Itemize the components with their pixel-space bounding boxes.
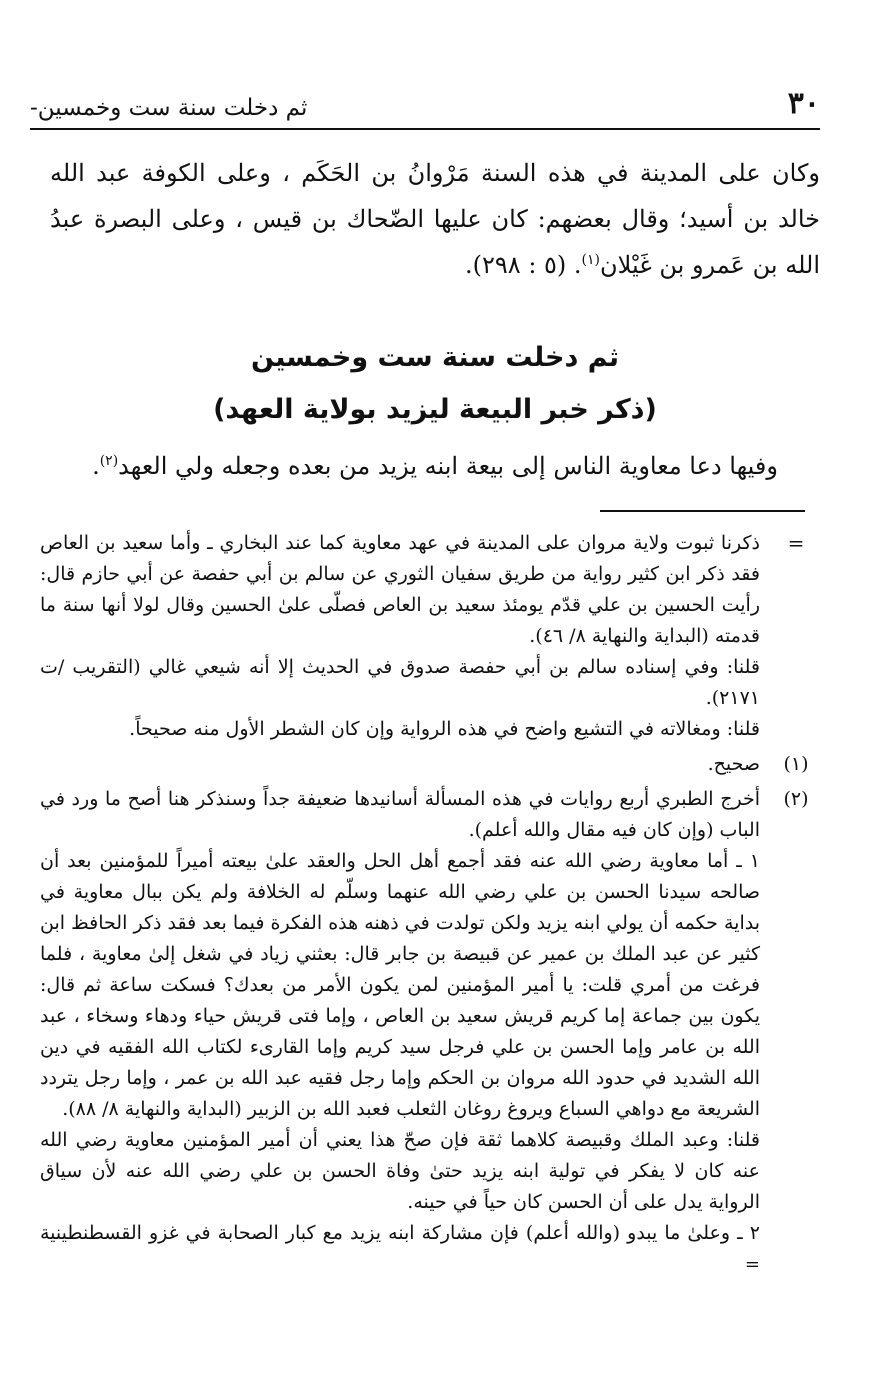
main-paragraph-citation: . (٥ : ٢٩٨). [465,251,582,279]
footnotes [40,528,820,1284]
footnote-2-mark: (٢) [783,788,809,810]
footnote-paragraph: ١ ـ أما معاوية رضي الله عنه فقد أجمع أهل الحل والعقد علىٰ بيعته أميراً للمؤمنين بعد أن صالحه سيدنا الحسن بن علي رضي الله عنهما وسلّم له الخلافة ولم يكن ببال معاوية في بداية حكمه أن يولي ابنه يزيد ولكن تولدت في ذهنه هذه الفكرة فيما بعد فقد ذكر الحافظ ابن كثير عن عبد الملك بن عمير عن قبيصة بن جابر قال: بعثني زياد في شغل إلىٰ معاوية ، فلما فرغت من أمري قلت: يا أمير المؤمنين لمن يكون الأمر من بعدك؟ فسكت ساعة ثم قال: يكون بين جماعة إما كريم قريش سعيد بن العاص ، وإما فتى قريش حياء ودهاء وسخاء ، عبد الله بن عامر وإما الحسن بن علي فرجل سيد كريم وإما القارىء لكتاب الله الفقيه في دين الله الشديد في حدود الله مروان بن الحكم وإما رجل فقيه عبد الله بن عمر ، وإما رجل يتردد الشريعة مع دواهي السباع ويروغ روغان الثعلب فعبد الله بن الزبير (البداية والنهاية ٨/ ٨٨). [40,850,760,1120]
footnote-separator [600,510,805,512]
main-paragraph [50,150,820,288]
header-rule [30,128,820,130]
footnote-ref-2: (٢) [99,453,119,469]
footnote-paragraph: ذكرنا ثبوت ولاية مروان على المدينة في عهد معاوية كما عند البخاري ـ وأما سعيد بن العاص فقد ذكر ابن كثير رواية من طريق سفيان الثوري عن سالم بن أبي حفصة عن أبي حازم قال: رأيت الحسين بن علي قدّم يومئذ سعيد بن العاص فصلّى علىٰ الحسين وقال لولا أنها سنة ما قدمته (البداية والنهاية ٨/ ٤٦). [40,532,760,647]
footnote-2 [40,784,820,1280]
footnote-continuation [40,528,820,745]
running-title: ثم دخلت سنة ست وخمسين- [30,95,308,121]
continuation-mark: = [787,531,805,555]
running-header [30,84,820,128]
end-continuation-mark: = [744,1254,760,1275]
footnote-ref-1: (١) [581,252,601,268]
footnote-1 [40,749,820,780]
footnote-paragraph: قلنا: ومغالاته في التشيع واضح في هذه الرواية وإن كان الشطر الأول منه صحيحاً. [129,718,760,740]
running-title-text: ثم دخلت سنة ست وخمسين [37,95,308,121]
section-subtitle: (ذكر خبر البيعة ليزيد بولاية العهد) [213,394,657,425]
footnote-1-text: صحيح. [707,753,760,775]
footnote-paragraph: قلنا: وعبد الملك وقبيصة كلاهما ثقة فإن صحّ هذا يعني أن أمير المؤمنين معاوية رضي الله عنه كان لا يفكر في تولية ابنه يزيد حتىٰ وفاة الحسن بن علي رضي الله عنه لأن سياق الرواية يدل على أن الحسن كان حياً في حينه. [40,1129,760,1213]
main-text [50,150,820,288]
section-intro [50,446,820,486]
page-number: ٣٠ [787,86,820,121]
footnote-paragraph: أخرج الطبري أربع روايات في هذه المسألة أسانيدها ضعيفة جداً وسنذكر هنا أصح ما ورد في الباب (وإن كان فيه مقال والله أعلم). [40,788,760,841]
section-intro-text: وفيها دعا معاوية الناس إلى بيعة ابنه يزيد من بعده وجعله ولي العهد [118,452,778,480]
footnote-last-paragraph [40,1218,760,1280]
footnote-1-mark: (١) [783,753,809,775]
footnote-paragraph-text: ٢ ـ وعلىٰ ما يبدو (والله أعلم) فإن مشاركة ابنه يزيد مع كبار الصحابة في غزو القسطنطينية [40,1222,760,1244]
footnote-paragraph: قلنا: وفي إسناده سالم بن أبي حفصة صدوق في الحديث إلا أنه شيعي غالي (التقريب /ت ٢١٧١). [40,656,760,709]
main-paragraph-text: وكان على المدينة في هذه السنة مَرْوانُ بن الحَكَم ، وعلى الكوفة عبد الله خالد بن أسيد؛ وقال بعضهم: كان عليها الضّحاك بن قيس ، وعلى البصرة عبدُ الله بن عَمرو بن غَيْلان [50,159,820,279]
year-heading: ثم دخلت سنة ست وخمسين [250,342,620,373]
section-intro-end: . [92,452,100,480]
